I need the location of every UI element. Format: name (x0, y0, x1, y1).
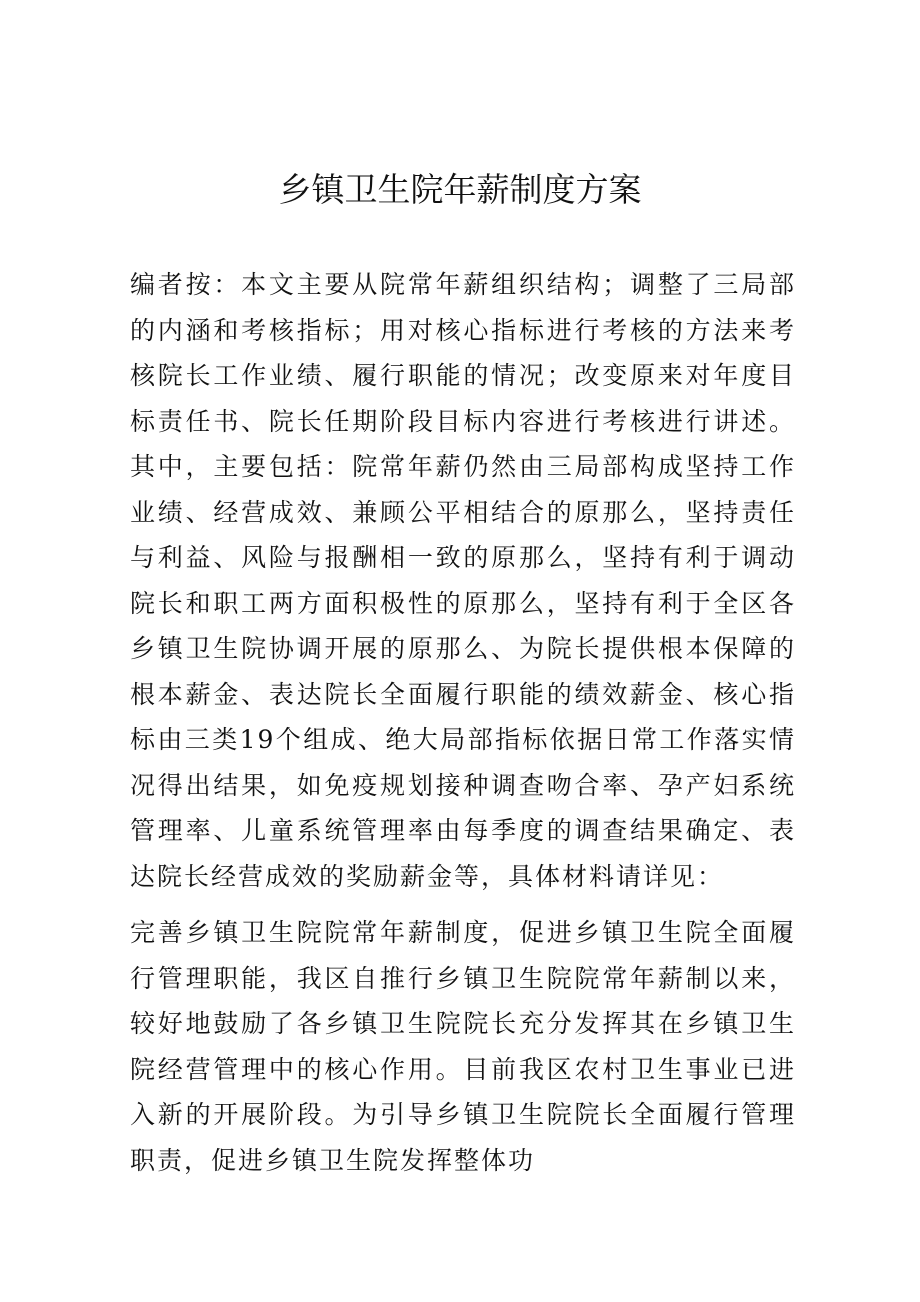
body-paragraph: 完善乡镇卫生院院常年薪制度，促进乡镇卫生院全面履行管理职能，我区自推行乡镇卫生院院常年薪制以来，较好地鼓励了各乡镇卫生院院长充分发挥其在乡镇卫生院经营管理中的核心作用。目前我区农村卫生事业已进入新的开展阶段。为引导乡镇卫生院院长全面履行管理职责，促进乡镇卫生院发挥整体功 (130, 918, 796, 1175)
editor-note-paragraph: 编者按：本文主要从院常年薪组织结构；调整了三局部的内涵和考核指标；用对核心指标进行考核的方法来考核院长工作业绩、履行职能的情况；改变原来对年度目标责任书、院长任期阶段目标内容进行考核进行讲述。其中，主要包括：院常年薪仍然由三局部构成坚持工作业绩、经营成效、兼顾公平相结合的原那么，坚持责任与利益、风险与报酬相一致的原那么，坚持有利于调动院长和职工两方面积极性的原那么，坚持有利于全区各乡镇卫生院协调开展的原那么、为院长提供根本保障的根本薪金、表达院长全面履行职能的绩效薪金、核心指标由三类19个组成、绝大局部指标依据日常工作落实情况得出结果，如免疫规划接种调查吻合率、孕产妇系统管理率、儿童系统管理率由每季度的调查结果确定、表达院长经营成效的奖励薪金等，具体材料请详见： (130, 270, 796, 891)
document-title: 乡镇卫生院年薪制度方案 (278, 170, 642, 209)
